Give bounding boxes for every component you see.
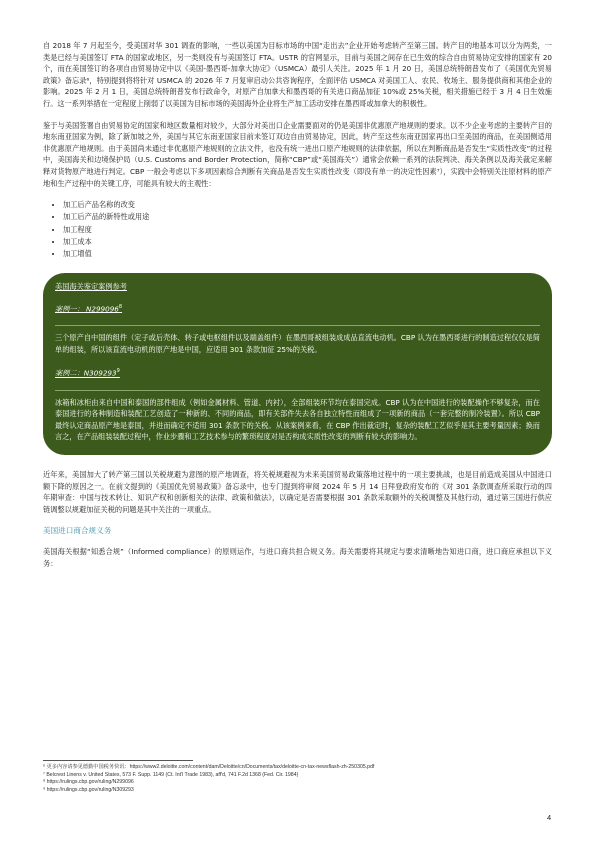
paragraph-usmca: 自 2018 年 7 月起至今，受美国对华 301 调查的影响，一些以美国为目标市场的中国“走出去”企业开始考虑转产至第三国。转产目的地基本可以分为两类，一类是已经与美国签订 FTA 的国家或地区，另一类则没有与美国签订 FTA。USTR 的官网显示，目前与美国之间存在已生效的综合自由贸易协定安排的国家有 20 个，而在美国签订的各项自由贸易协定中以《美国-墨西哥-加拿大协定》（USMCA）最引人关注。2025 年 1 月 20 日，美国总统特朗普发布了《美国优先贸易政策》备忘录⁶，特别提到将将针对 USMCA 的 2026 年 7 月复审启动公共咨询程序，全面评估 USMCA 对美国工人、农民、牧场主、服务提供商和其他企业的影响。2025 年 2 月 1 日，美国总统特朗普发布行政命令，对原产自加拿大和墨西哥的有关进口商品加征 10%或 25%关税，相关措施已经于 3 月 4 日生效施行。这一系列举措在一定程度上削弱了以美国为目标市场的美国海外企业将生产加工活动安排在墨西哥或加拿大的积极性。 [43, 41, 552, 108]
footnote: ⁸ https://rulings.cbp.gov/ruling/N299096 [43, 779, 134, 786]
callout-divider [55, 390, 540, 391]
case1-text: 三个原产自中国的组件（定子或后壳体、转子或电枢组件以及端盖组件）在墨西哥被组装成成品直流电动机。CBP 认为在墨西哥进行的制造过程仅仅是简单的组装，所以该直流电动机的原产地是中国，应适用 301 条款加征 25%的关税。 [55, 333, 540, 354]
main-content [43, 40, 552, 580]
case1-label-text: 案例一： N299096 [55, 304, 119, 313]
case1-label [55, 301, 540, 315]
paragraph-informed-compliance: 美国海关根据“知悉合规”（Informed compliance）的原则运作，与进口商共担合规义务。海关需要将其规定与要求清晰地告知进口商，进口商应承担以下义务： [43, 547, 552, 568]
case1-footnote-ref: 8 [118, 303, 123, 310]
case2-label [55, 365, 540, 379]
footnote-divider [43, 760, 193, 761]
footnotes [43, 760, 552, 794]
case2-label-text: 案例二：N309293 [55, 368, 117, 378]
list-item: • 加工成本 [63, 236, 552, 248]
list-item: • 加工后产品名称的改变 [63, 199, 552, 211]
page-number: 4 [547, 813, 552, 822]
list-item: • 加工后产品的新特性或用途 [63, 211, 552, 223]
list-item: • 加工增值 [63, 248, 552, 260]
callout-title: 美国海关鉴定案例参考 [55, 281, 127, 291]
case2-text: 冰箱和冰柜由来自中国和泰国的部件组成（例如金属材料、管道、内衬），全部组装环节均在泰国完成。CBP 认为在中国进行的装配操作不够复杂，而在泰国进行的各种制造和装配工艺创造了一种新的、不同的商品，即有关部件失去各自独立特性而组成了一项新的商品（一套完整的制冷装置）。所以 CBP 最终认定商品原产地是泰国，并进而确定不适用 301 条款下的关税。从该案例来看，在 CBP 作出裁定时，复杂的装配工艺似乎是其主要考量因素；换而言之，在产品组装装配过程中，作业步骤和工艺技术参与的繁琐程度对是否构成实质性改变的判断有较大的影响力。 [55, 397, 540, 442]
list-item: • 加工程度 [63, 224, 552, 236]
footnote: ⁶ 更多内容请参见德勤中国税务快讯：https://www2.deloitte.com/content/dam/Deloitte/cn/Documents/tax/deloitte-cn-tax-newsflash-zh-250305.pdf [43, 764, 375, 770]
callout-divider [55, 325, 540, 326]
case2-footnote-ref: 9 [116, 368, 120, 375]
footnote: ⁷ Belcrest Linens v. United States, 573 F. Supp. 1149 (Ct. Int'l Trade 1983), aff'd, 741 F.2d 1368 (Fed. Cir. 1984) [43, 771, 299, 778]
case-reference-callout [43, 273, 552, 455]
factor-list [43, 199, 552, 260]
paragraph-origin-rules: 鉴于与美国签署自由贸易协定的国家和地区数量相对较少，大部分对美出口企业需要面对的仍是美国非优惠原产地规则的要求。以不少企业考虑的主要转产目的地东南亚国家为例，除了新加坡之外，美国与其它东南亚国家目前未签订双边自由贸易协定，因此，转产至这些东南亚国家再出口至美国的商品，在美国侧适用非优惠原产地规则。由于美国尚未通过非优惠原产地规则的立法文件，也没有统一进出口原产地规则的法律依据，所以在判断商品是否发生“实质性改变”的过程中，美国海关和边境保护局（U.S. Customs and Border Protection，简称“CBP”或“美国海关”）通常会依赖一系列的法院判决、海关条例以及海关裁定来解释对货物原产地进行判定。CBP 一般会考虑以下多项因素综合判断有关商品是否发生实质性改变（即没有单一的决定性因素⁷），实践中会特别关注原材料的原产地和生产过程中的关键工序，可能具有较大的主观性： [43, 120, 552, 188]
section-heading: 美国进口商合规义务 [43, 526, 112, 536]
paragraph-tariff-evasion: 近年来，美国加大了转产第三国以关税规避为意图的原产地调查，将关税规避视为未来美国贸易政策落地过程中的一项主要挑战，也是目前造成美国从中国进口额下降的原因之一。在前文提到的《美国优先贸易政策》备忘录中，也专门提到将审阅 2024 年 5 月 14 日拜登政府发布的《对 301 条款调查所采取行动的四年期审查：中国与技术转让、知识产权和创新相关的法律、政策和做法》，以确定是否需要根据 301 条款采取额外的关税调整及其他行动，通过第三国进行供应链调整以规避加征关税的问题是其中关注的一项重点。 [43, 469, 552, 514]
footnote: ⁹ https://rulings.cbp.gov/ruling/N309293 [43, 786, 134, 793]
